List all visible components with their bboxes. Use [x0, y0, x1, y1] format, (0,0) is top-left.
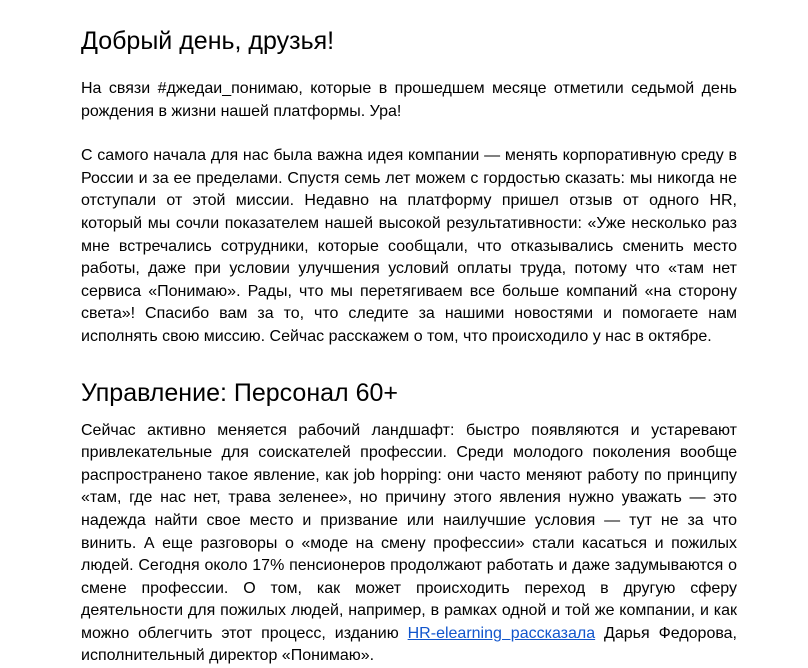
section-paragraph-text-end: Дарья Федорова, исполнительный директор «Понимаю».: [81, 624, 737, 665]
greeting-heading: Добрый день, друзья!: [81, 27, 335, 55]
section-heading: Управление: Персонал 60+: [81, 378, 398, 407]
hr-elearning-link[interactable]: HR-elearning рассказала: [407, 624, 596, 642]
section-paragraph-text: Сейчас активно меняется рабочий ландшафт: быстро появляются и устаревают привлекательные для соискателей профессии. Среди молодого поколения вообще распространено такое явление, как job hopping: они часто меняют работу по принципу «там, где нас нет, трава зеленее», но причину этого явления нужно уважать — это надежда найти свое место и призвание или наилучшие условия — тут не за что винить. А еще разговоры о «моде на смену профессии» стали касаться и пожилых людей. Сегодня около 17% пенсионеров продолжают работать и даже задумываются о смене профессии. О том, как может происходить переход в другую сферу деятельности для пожилых людей, например, в рамках одной и той же компании, и как можно облегчить этот процесс, изданию: [81, 421, 737, 642]
section-paragraph: [81, 420, 737, 668]
intro-paragraph: На связи #джедаи_понимаю, которые в прошедшем месяце отметили седьмой день рождения в жизни нашей платформы. Ура!: [81, 80, 737, 120]
document-body: [81, 0, 737, 668]
mission-paragraph: С самого начала для нас была важна идея компании — менять корпоративную среду в России и за ее пределами. Спустя семь лет можем с гордостью сказать: мы никогда не отступали от этой миссии. Недавно на платформу пришел отзыв от одного HR, который мы сочли показателем нашей высокой результативности: «Уже несколько раз мне встречались сотрудники, которые сообщали, что отказывались сменить место работы, даже при условии улучшения условий оплаты труда, потому что «там нет сервиса «Понимаю». Рады, что мы перетягиваем все больше компаний «на сторону света»! Спасибо вам за то, что следите за нашими новостями и помогаете нам исполнять свою миссию. Сейчас расскажем о том, что происходило у нас в октябре.: [81, 147, 737, 345]
